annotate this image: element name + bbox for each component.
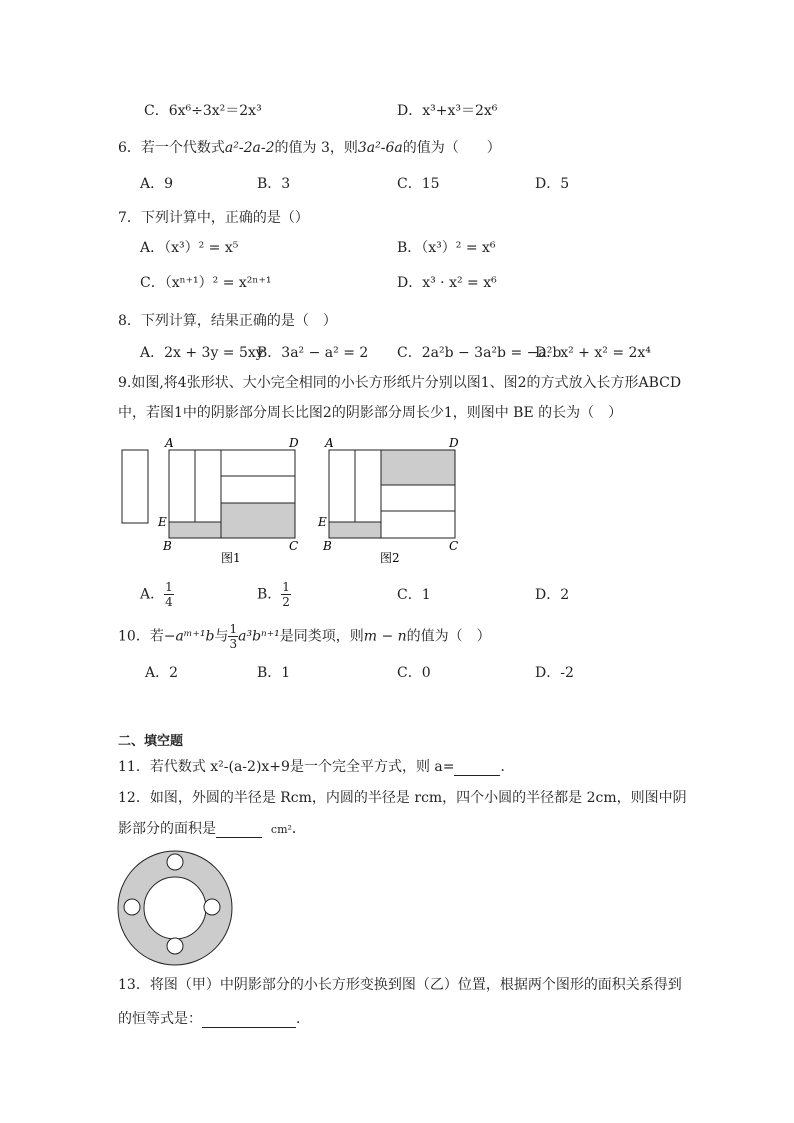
fig1-label-b: B — [163, 539, 172, 553]
q9-figure-2 — [317, 436, 459, 565]
inner-circle — [144, 877, 206, 939]
section-title-fill-in: 二、填空题 — [118, 734, 184, 749]
fig2-shade-bottom-left — [329, 522, 381, 538]
fig1-label-c: C — [289, 539, 299, 553]
fig1-shade-bottom-left — [169, 522, 221, 538]
q8-option-a: A．2x + 3y = 5xy — [140, 345, 264, 361]
fig1-label-a: A — [165, 436, 174, 450]
q13-line2: 的恒等式是： ． — [118, 1011, 310, 1027]
q7-option-c: C．（xⁿ⁺¹）² = x²ⁿ⁺¹ — [140, 275, 272, 291]
q12-ring-figure — [115, 848, 235, 968]
q6-expr: a²-2a-2 — [224, 140, 275, 156]
q13-line1: 13．将图（甲）中阴影部分的小长方形变换到图（乙）位置，根据两个图形的面积关系得到 — [118, 977, 682, 993]
fig2-caption: 图2 — [380, 551, 400, 565]
q7-option-d: D．x³ · x² = x⁶ — [397, 275, 497, 291]
q12-line2: 影部分的面积是 cm²． — [118, 821, 306, 837]
q11-stem: 11．若代数式 x²-(a-2)x+9是一个完全平方式，则 a= ． — [118, 759, 515, 775]
q13-answer-blank[interactable] — [202, 1011, 296, 1028]
q11-answer-blank[interactable] — [454, 759, 500, 776]
q12-line1: 12．如图，外圆的半径是 Rcm，内圆的半径是 rcm，四个小圆的半径都是 2cm，则图中阴 — [118, 790, 687, 806]
q12-answer-blank[interactable] — [216, 821, 262, 838]
q7-option-a: A．（x³）² = x⁵ — [140, 240, 239, 256]
q10-option-c: C．0 — [397, 665, 431, 681]
fig1-label-e: E — [158, 515, 167, 529]
q9-small-rectangle — [122, 450, 148, 523]
q9-option-a: A． $\frac{1}{4}$ — [140, 580, 173, 609]
fig2-label-d: D — [449, 436, 459, 450]
q6-stem-c: 的值为（ ） — [402, 140, 501, 156]
q10-option-b: B．1 — [257, 665, 291, 681]
small-circle-bottom — [167, 938, 183, 954]
fig1-shade-right — [221, 503, 295, 538]
fig2-label-c: C — [449, 539, 459, 553]
q9-line2: 中，若图1中的阴影部分周长比图2的阴影部分周长少1，则图中 BE 的长为（ ） — [118, 405, 623, 421]
fig1-label-d: D — [289, 436, 299, 450]
small-circle-right — [204, 899, 220, 915]
q7-option-b: B．（x³）² = x⁶ — [397, 240, 496, 256]
fig2-shade-top-right — [381, 450, 455, 485]
q9-line1: 9.如图,将4张形状、大小完全相同的小长方形纸片分别以图1、图2的方式放入长方形ABCD — [118, 375, 682, 391]
q9-option-b: B． $\frac{1}{2}$ — [257, 580, 290, 609]
q9-option-d: D．2 — [535, 587, 570, 603]
q9-option-c: C．1 — [397, 587, 431, 603]
q9-figures — [115, 432, 475, 572]
q6-stem-b: 的值为 3，则 — [274, 140, 358, 156]
q8-stem: 8．下列计算，结果正确的是（ ） — [118, 313, 337, 329]
q9-figure-1 — [157, 436, 299, 565]
q6-option-a: A．9 — [140, 176, 174, 192]
fig1-caption: 图1 — [221, 551, 241, 565]
q8-option-c: C．2a²b − 3a²b = −a²b — [397, 345, 562, 361]
q6-stem — [118, 137, 501, 157]
q5-option-d: D．x³+x³＝2x⁶ — [397, 103, 498, 119]
fig2-label-a: A — [325, 436, 334, 450]
q5-option-c: C．6x⁶÷3x²＝2x³ — [144, 103, 262, 119]
q10-stem: 10．若−aᵐ⁺¹b与 $\frac{1}{3}$ a³bⁿ⁺¹是同类项，则m − n的值为（ ） — [118, 622, 491, 651]
q7-stem: 7．下列计算中，正确的是（） — [118, 210, 309, 226]
q10-option-d: D．-2 — [535, 665, 574, 681]
fig2-label-e: E — [318, 515, 327, 529]
small-circle-top — [167, 854, 183, 870]
q8-option-b: B．3a² − a² = 2 — [257, 345, 369, 361]
q6-stem-a: 6．若一个代数式 — [118, 140, 225, 156]
fig2-label-b: B — [323, 539, 332, 553]
q6-expr2: 3a²-6a — [357, 140, 403, 156]
q6-option-d: D．5 — [535, 176, 570, 192]
q6-option-c: C．15 — [397, 176, 440, 192]
q10-option-a: A．2 — [145, 665, 179, 681]
small-circle-left — [124, 899, 140, 915]
q6-option-b: B．3 — [257, 176, 291, 192]
q8-option-d: D．x² + x² = 2x⁴ — [535, 345, 651, 361]
